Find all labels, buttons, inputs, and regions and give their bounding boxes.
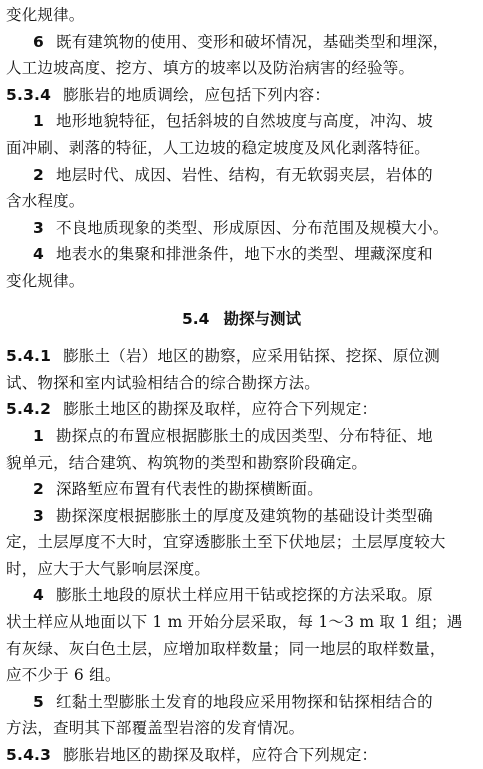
section-number: 5.4	[182, 309, 210, 328]
line-text: 地表水的集聚和排泄条件，地下水的类型、埋藏深度和	[56, 245, 433, 264]
item-number: 5	[33, 692, 44, 711]
line-text: 面冲刷、剥落的特征，人工边坡的稳定坡度及风化剥落特征。	[6, 138, 430, 157]
text-line	[6, 188, 477, 215]
text-line	[6, 396, 477, 423]
line-text: 时，应大于大气影响层深度。	[6, 559, 211, 578]
line-text: 红黏土型膨胀土发育的地段应采用物探和钻探相结合的	[56, 692, 433, 711]
line-text: 不良地质现象的类型、形成原因、分布范围及规模大小。	[56, 218, 449, 237]
line-text: 变化规律。	[6, 271, 85, 290]
section-heading	[6, 306, 477, 333]
line-text: 人工边坡高度、挖方、填方的坡率以及防治病害的经验等。	[6, 59, 415, 78]
text-line	[6, 689, 477, 716]
text-line	[6, 715, 477, 742]
text-line	[6, 343, 477, 370]
item-number: 4	[33, 245, 44, 264]
item-number: 2	[33, 165, 44, 184]
line-text: 深路堑应布置有代表性的勘探横断面。	[56, 480, 323, 499]
line-text: 勘探深度根据膨胀土的厚度及建筑物的基础设计类型确	[56, 506, 433, 525]
text-line	[6, 742, 477, 769]
section-title: 勘探与测试	[223, 309, 301, 328]
line-text: 定，土层厚度不大时，宜穿透膨胀土至下伏地层；土层厚度较大	[6, 533, 446, 552]
item-number: 1	[33, 112, 44, 131]
item-number: 4	[33, 586, 44, 605]
item-number: 3	[33, 506, 44, 525]
text-block-5-3	[6, 2, 477, 295]
text-line	[6, 82, 477, 109]
text-line	[6, 215, 477, 242]
text-line	[6, 609, 477, 636]
line-text: 试、物探和室内试验相结合的综合勘探方法。	[6, 373, 321, 392]
text-line	[6, 108, 477, 135]
line-text: 膨胀土地区的勘探及取样，应符合下列规定：	[63, 400, 378, 419]
text-line	[6, 636, 477, 663]
line-text: 含水程度。	[6, 192, 85, 211]
line-text: 状土样应从地面以下 1 m 开始分层采取，每 1～3 m 取 1 组；遇	[6, 613, 463, 632]
line-text: 方法，查明其下部覆盖型岩溶的发育情况。	[6, 719, 305, 738]
text-line	[6, 503, 477, 530]
text-line	[6, 55, 477, 82]
item-number: 1	[33, 426, 44, 445]
line-text: 既有建筑物的使用、变形和破坏情况，基础类型和埋深，	[56, 32, 449, 51]
text-line	[6, 162, 477, 189]
line-text: 地层时代、成因、岩性、结构，有无软弱夹层，岩体的	[56, 165, 433, 184]
text-line	[6, 2, 477, 29]
text-line	[6, 370, 477, 397]
line-text: 膨胀土地段的原状土样应用干钻或挖探的方法采取。原	[56, 586, 433, 605]
text-line	[6, 29, 477, 56]
line-text: 应不少于 6 组。	[6, 666, 121, 685]
line-text: 膨胀岩地区的勘探及取样，应符合下列规定：	[63, 746, 378, 765]
text-line	[6, 268, 477, 295]
line-text: 变化规律。	[6, 6, 85, 24]
line-text: 貌单元，结合建筑、构筑物的类型和勘察阶段确定。	[6, 453, 368, 472]
item-number: 2	[33, 480, 44, 499]
text-line	[6, 529, 477, 556]
clause-number: 5.4.1	[6, 347, 52, 366]
clause-number: 5.3.4	[6, 85, 52, 104]
text-line	[6, 241, 477, 268]
line-text: 勘探点的布置应根据膨胀土的成因类型、分布特征、地	[56, 426, 433, 445]
text-block-5-4	[6, 343, 477, 769]
text-line	[6, 476, 477, 503]
text-line	[6, 556, 477, 583]
text-line	[6, 450, 477, 477]
line-text: 有灰绿、灰白色土层，应增加取样数量；同一地层的取样数量，	[6, 639, 446, 658]
item-number: 3	[33, 218, 44, 237]
line-text: 地形地貌特征，包括斜坡的自然坡度与高度，冲沟、坡	[56, 112, 433, 131]
item-number: 6	[33, 32, 44, 51]
text-line	[6, 135, 477, 162]
text-line	[6, 582, 477, 609]
line-text: 膨胀岩的地质调绘，应包括下列内容：	[63, 85, 331, 104]
clause-number: 5.4.2	[6, 400, 52, 419]
line-text: 膨胀土（岩）地区的勘察，应采用钻探、挖探、原位测	[63, 347, 440, 366]
text-line	[6, 662, 477, 689]
clause-number: 5.4.3	[6, 746, 52, 765]
text-line	[6, 423, 477, 450]
